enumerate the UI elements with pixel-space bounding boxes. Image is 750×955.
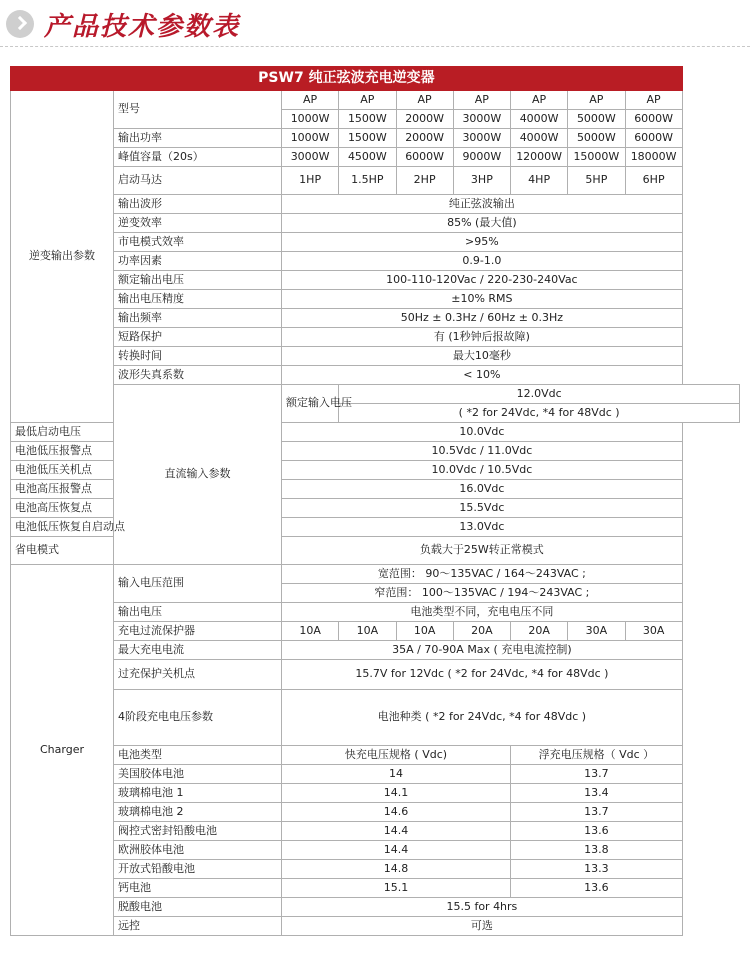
table-cell: 13.3 xyxy=(511,860,683,879)
table-row xyxy=(11,822,740,841)
row-label: 转换时间 xyxy=(114,347,282,366)
table-cell: 3000W xyxy=(282,148,339,167)
table-row xyxy=(11,167,740,195)
table-cell: 纯正弦波输出 xyxy=(282,195,683,214)
table-row xyxy=(11,290,740,309)
table-row xyxy=(11,746,740,765)
column-header: 快充电压规格 ( Vdc) xyxy=(282,746,511,765)
table-cell: 12.0Vdc xyxy=(339,385,740,404)
table-cell: 35A / 70-90A Max ( 充电电流控制) xyxy=(282,641,683,660)
chevron-right-circle-icon xyxy=(6,10,34,38)
row-label: 阀控式密封铅酸电池 xyxy=(114,822,282,841)
table-cell: AP xyxy=(282,91,339,110)
row-label: 玻璃棉电池 1 xyxy=(114,784,282,803)
row-label: 电池低压报警点 xyxy=(11,442,114,461)
table-cell: 2000W xyxy=(396,129,453,148)
table-cell: >95% xyxy=(282,233,683,252)
table-cell: 13.7 xyxy=(511,803,683,822)
table-cell: 负载大于25W转正常模式 xyxy=(282,537,683,565)
row-label: 省电模式 xyxy=(11,537,114,565)
row-label: 电池低压关机点 xyxy=(11,461,114,480)
column-header: 浮充电压规格（ Vdc ） xyxy=(511,746,683,765)
table-cell: 15.7V for 12Vdc ( *2 for 24Vdc, *4 for 48Vdc ) xyxy=(282,660,683,690)
table-cell: 18000W xyxy=(625,148,682,167)
table-cell: 4000W xyxy=(511,110,568,129)
table-cell: 1000W xyxy=(282,129,339,148)
table-cell: AP xyxy=(396,91,453,110)
table-cell: 20A xyxy=(453,622,510,641)
table-row xyxy=(11,841,740,860)
table-cell: 13.6 xyxy=(511,822,683,841)
table-row xyxy=(11,214,740,233)
table-cell: 4500W xyxy=(339,148,396,167)
row-label: 电池低压恢复自启动点 xyxy=(11,518,114,537)
table-row xyxy=(11,879,740,898)
row-label: 最低启动电压 xyxy=(11,423,114,442)
table-cell: 15000W xyxy=(568,148,625,167)
table-cell: 13.7 xyxy=(511,765,683,784)
table-cell: 最大10毫秒 xyxy=(282,347,683,366)
table-row xyxy=(11,641,740,660)
table-cell: AP xyxy=(453,91,510,110)
table-cell: 13.8 xyxy=(511,841,683,860)
table-cell: 6HP xyxy=(625,167,682,195)
table-row xyxy=(11,91,740,110)
table-cell: ±10% RMS xyxy=(282,290,683,309)
table-cell: AP xyxy=(511,91,568,110)
table-row xyxy=(11,690,740,746)
table-cell: 有 (1秒钟后报故障) xyxy=(282,328,683,347)
table-cell: 5HP xyxy=(568,167,625,195)
table-row xyxy=(11,309,740,328)
table-cell: 30A xyxy=(568,622,625,641)
row-label: 电池高压报警点 xyxy=(11,480,114,499)
table-row xyxy=(11,860,740,879)
table-cell: AP xyxy=(625,91,682,110)
row-label: 玻璃棉电池 2 xyxy=(114,803,282,822)
table-cell: 1500W xyxy=(339,129,396,148)
page-title: 产品技术参数表 xyxy=(44,12,241,42)
table-cell: 14.4 xyxy=(282,822,511,841)
row-label: 脱酸电池 xyxy=(114,898,282,917)
table-row xyxy=(11,148,740,167)
row-label: 欧洲胶体电池 xyxy=(114,841,282,860)
row-label: 最大充电电流 xyxy=(114,641,282,660)
header-divider xyxy=(0,46,750,47)
table-cell: 窄范围： 100～135VAC / 194～243VAC ; xyxy=(282,584,683,603)
row-label: 输出电压 xyxy=(114,603,282,622)
table-cell: 3000W xyxy=(453,110,510,129)
table-row xyxy=(11,565,740,584)
row-label: 充电过流保护器 xyxy=(114,622,282,641)
table-cell: 13.4 xyxy=(511,784,683,803)
row-label: 额定输出电压 xyxy=(114,271,282,290)
row-label: 4阶段充电电压参数 xyxy=(114,690,282,746)
table-title: PSW7 纯正弦波充电逆变器 xyxy=(11,67,683,91)
table-cell: 13.0Vdc xyxy=(282,518,683,537)
row-label: 输出波形 xyxy=(114,195,282,214)
table-cell: 4HP xyxy=(511,167,568,195)
table-cell: 10A xyxy=(339,622,396,641)
table-row xyxy=(11,129,740,148)
row-label: 短路保护 xyxy=(114,328,282,347)
row-label: 开放式铅酸电池 xyxy=(114,860,282,879)
table-cell: 1000W xyxy=(282,110,339,129)
table-cell: 10A xyxy=(282,622,339,641)
row-label: 额定输入电压 xyxy=(282,385,339,423)
row-label: 功率因素 xyxy=(114,252,282,271)
table-cell: < 10% xyxy=(282,366,683,385)
row-label: 远控 xyxy=(114,917,282,936)
table-cell: 16.0Vdc xyxy=(282,480,683,499)
row-label: 市电模式效率 xyxy=(114,233,282,252)
table-cell: 5000W xyxy=(568,110,625,129)
row-label: 型号 xyxy=(114,91,282,129)
row-label: 输出频率 xyxy=(114,309,282,328)
table-cell: 6000W xyxy=(625,110,682,129)
table-row xyxy=(11,622,740,641)
table-cell: 电池类型不同，充电电压不同 xyxy=(282,603,683,622)
table-cell: 14.4 xyxy=(282,841,511,860)
table-cell: 2000W xyxy=(396,110,453,129)
row-label: 波形失真系数 xyxy=(114,366,282,385)
table-cell: 1500W xyxy=(339,110,396,129)
table-cell: ( *2 for 24Vdc, *4 for 48Vdc ) xyxy=(339,404,740,423)
table-cell: 12000W xyxy=(511,148,568,167)
table-cell: 2HP xyxy=(396,167,453,195)
table-title-row xyxy=(11,67,740,91)
row-label: 美国胶体电池 xyxy=(114,765,282,784)
table-cell: 3HP xyxy=(453,167,510,195)
table-cell: 14.1 xyxy=(282,784,511,803)
table-cell: 15.5Vdc xyxy=(282,499,683,518)
table-row xyxy=(11,195,740,214)
group-label-inverter: 逆变输出参数 xyxy=(11,91,114,423)
table-cell: 20A xyxy=(511,622,568,641)
table-cell: 10.0Vdc / 10.5Vdc xyxy=(282,461,683,480)
table-row xyxy=(11,917,740,936)
row-label: 输入电压范围 xyxy=(114,565,282,603)
table-cell: 1.5HP xyxy=(339,167,396,195)
table-row xyxy=(11,233,740,252)
page-header xyxy=(0,0,750,52)
row-label: 电池类型 xyxy=(114,746,282,765)
table-cell: 100-110-120Vac / 220-230-240Vac xyxy=(282,271,683,290)
table-row xyxy=(11,385,740,404)
table-cell: AP xyxy=(568,91,625,110)
table-cell: 10A xyxy=(396,622,453,641)
table-cell: 5000W xyxy=(568,129,625,148)
table-cell: 0.9-1.0 xyxy=(282,252,683,271)
table-cell: 1HP xyxy=(282,167,339,195)
table-cell: 9000W xyxy=(453,148,510,167)
table-row xyxy=(11,803,740,822)
table-cell: 14.6 xyxy=(282,803,511,822)
row-label: 启动马达 xyxy=(114,167,282,195)
group-label-charger: Charger xyxy=(11,565,114,936)
table-cell: 13.6 xyxy=(511,879,683,898)
table-row xyxy=(11,898,740,917)
table-row xyxy=(11,660,740,690)
table-cell: 电池种类 ( *2 for 24Vdc, *4 for 48Vdc ) xyxy=(282,690,683,746)
row-label: 逆变效率 xyxy=(114,214,282,233)
row-label: 峰值容量（20s） xyxy=(114,148,282,167)
row-label: 输出电压精度 xyxy=(114,290,282,309)
table-cell: 6000W xyxy=(625,129,682,148)
row-label: 过充保护关机点 xyxy=(114,660,282,690)
table-cell: 14.8 xyxy=(282,860,511,879)
table-row xyxy=(11,765,740,784)
row-label: 输出功率 xyxy=(114,129,282,148)
row-label: 钙电池 xyxy=(114,879,282,898)
table-row xyxy=(11,784,740,803)
table-cell: AP xyxy=(339,91,396,110)
table-row xyxy=(11,271,740,290)
table-cell: 30A xyxy=(625,622,682,641)
table-cell: 10.0Vdc xyxy=(282,423,683,442)
group-label-dc-input: 直流输入参数 xyxy=(114,385,282,565)
row-label: 电池高压恢复点 xyxy=(11,499,114,518)
table-cell: 14 xyxy=(282,765,511,784)
table-cell: 4000W xyxy=(511,129,568,148)
table-row xyxy=(11,252,740,271)
table-cell: 3000W xyxy=(453,129,510,148)
table-row xyxy=(11,347,740,366)
table-cell: 可选 xyxy=(282,917,683,936)
spec-table xyxy=(10,66,740,936)
table-cell: 50Hz ± 0.3Hz / 60Hz ± 0.3Hz xyxy=(282,309,683,328)
table-row xyxy=(11,328,740,347)
table-row xyxy=(11,603,740,622)
table-cell: 6000W xyxy=(396,148,453,167)
table-cell: 15.1 xyxy=(282,879,511,898)
table-cell: 85% (最大值) xyxy=(282,214,683,233)
table-cell: 10.5Vdc / 11.0Vdc xyxy=(282,442,683,461)
table-cell: 宽范围： 90～135VAC / 164～243VAC ; xyxy=(282,565,683,584)
table-cell: 15.5 for 4hrs xyxy=(282,898,683,917)
table-row xyxy=(11,366,740,385)
